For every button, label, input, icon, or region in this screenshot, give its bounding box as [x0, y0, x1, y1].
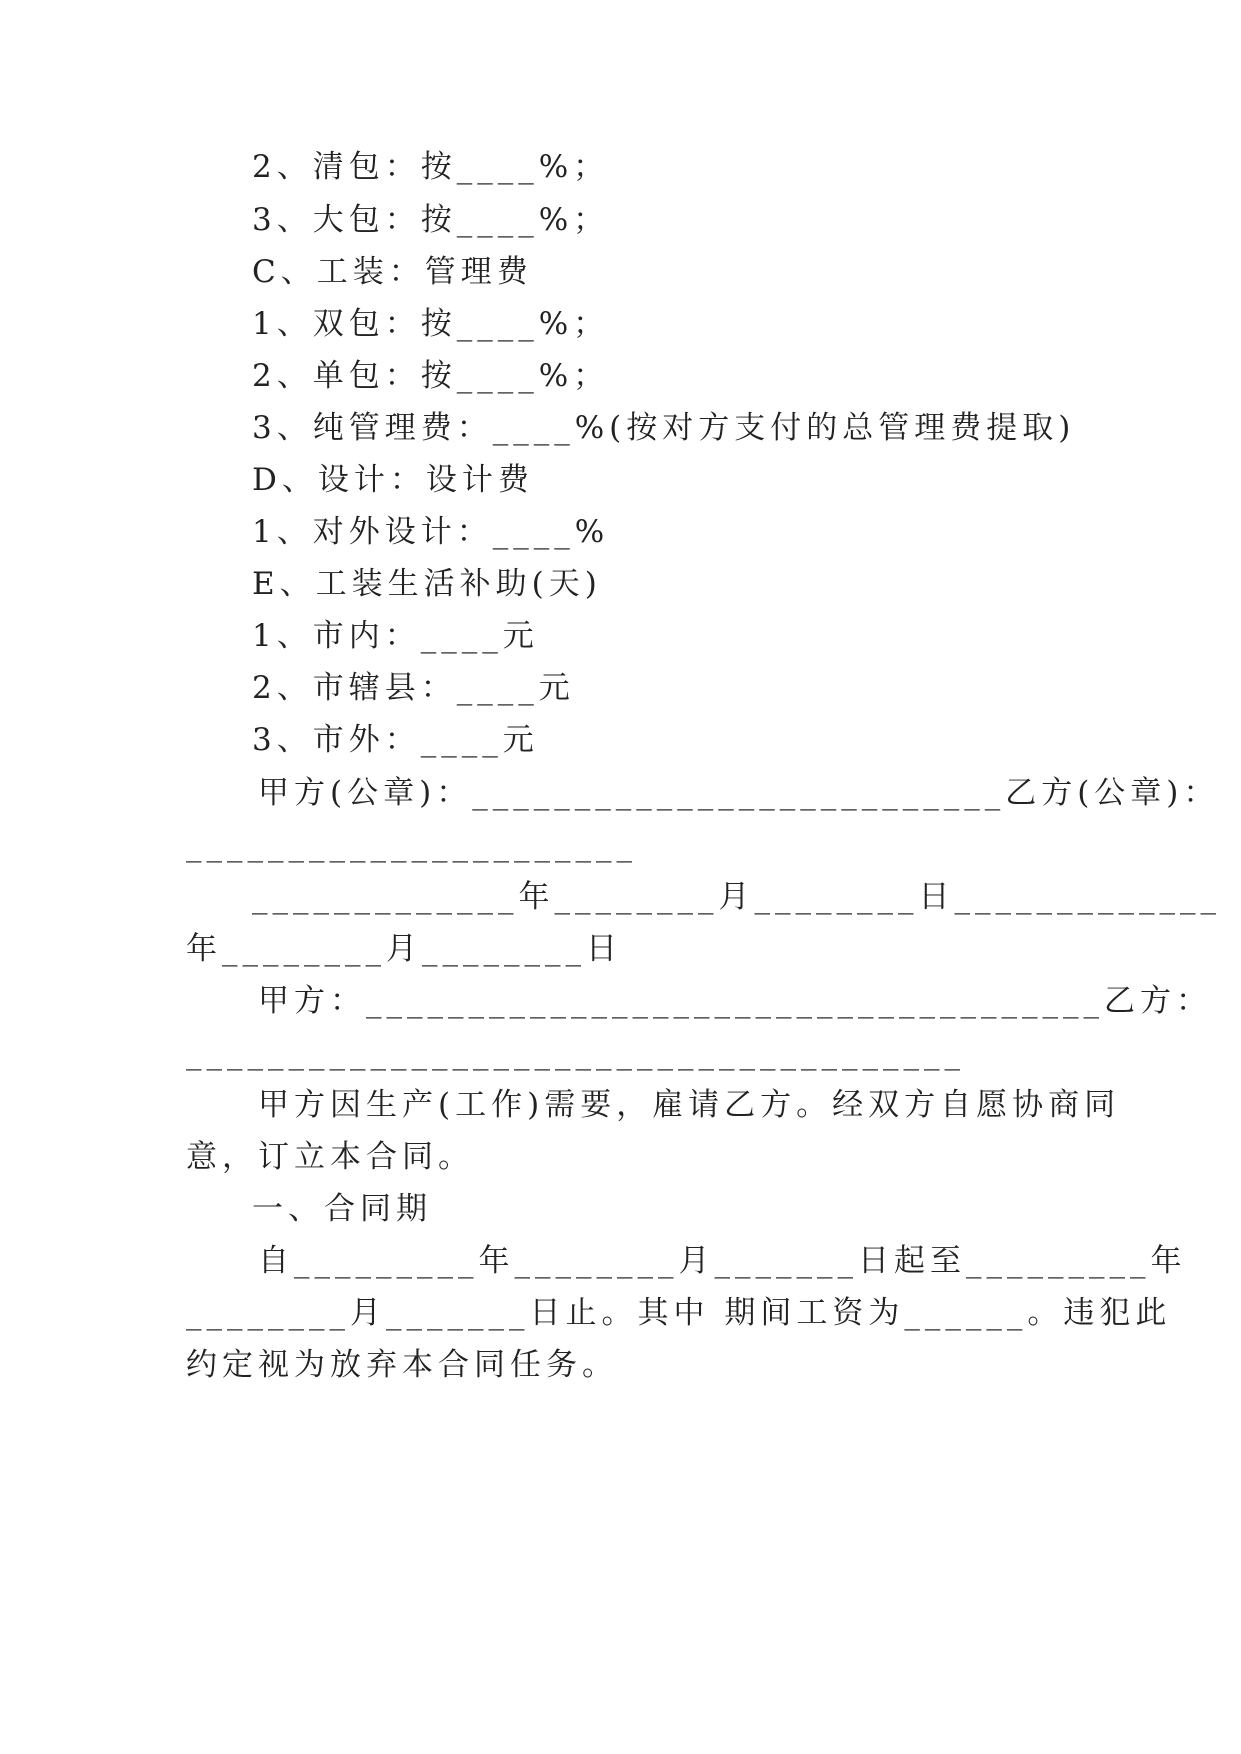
section-heading: 一、合同期: [252, 1191, 432, 1227]
signature-line: 甲方：____________________________________乙方：: [258, 983, 1212, 1019]
text-line: 2、单包：按____%；: [252, 358, 610, 394]
text-line: 2、市辖县：____元: [252, 670, 575, 706]
text-line: 3、大包：按____%；: [252, 202, 610, 238]
text-line: 1、对外设计：____%: [252, 514, 610, 550]
text-line: C、工装：管理费: [252, 254, 533, 290]
date-line: _____________年________月________日_____________: [252, 879, 1221, 915]
text-line: 2、清包：按____%；: [252, 149, 610, 185]
text-line: 1、双包：按____%；: [252, 306, 610, 342]
text-line: 1、市内：____元: [252, 618, 539, 654]
text-line: D、设计：设计费: [252, 462, 534, 498]
signature-line: ______________________________________: [186, 1035, 965, 1071]
text-line: E、工装生活补助(天): [252, 566, 602, 602]
paragraph-line: ________月_______日止。其中 期间工资为______。违犯此: [186, 1295, 1172, 1331]
signature-line: 甲方(公章)：__________________________乙方(公章)：: [258, 775, 1220, 811]
paragraph-line: 约定视为放弃本合同任务。: [186, 1347, 618, 1383]
text-line: 3、纯管理费：____%(按对方支付的总管理费提取): [252, 410, 1076, 446]
date-line: 年________月________日: [186, 931, 622, 967]
signature-line: ______________________: [186, 827, 637, 863]
text-line: 3、市外：____元: [252, 722, 539, 758]
paragraph-line: 自_________年________月_______日起至_________年: [258, 1243, 1187, 1279]
paragraph-line: 甲方因生产(工作)需要，雇请乙方。经双方自愿协商同: [258, 1087, 1121, 1123]
paragraph-line: 意，订立本合同。: [186, 1139, 474, 1175]
